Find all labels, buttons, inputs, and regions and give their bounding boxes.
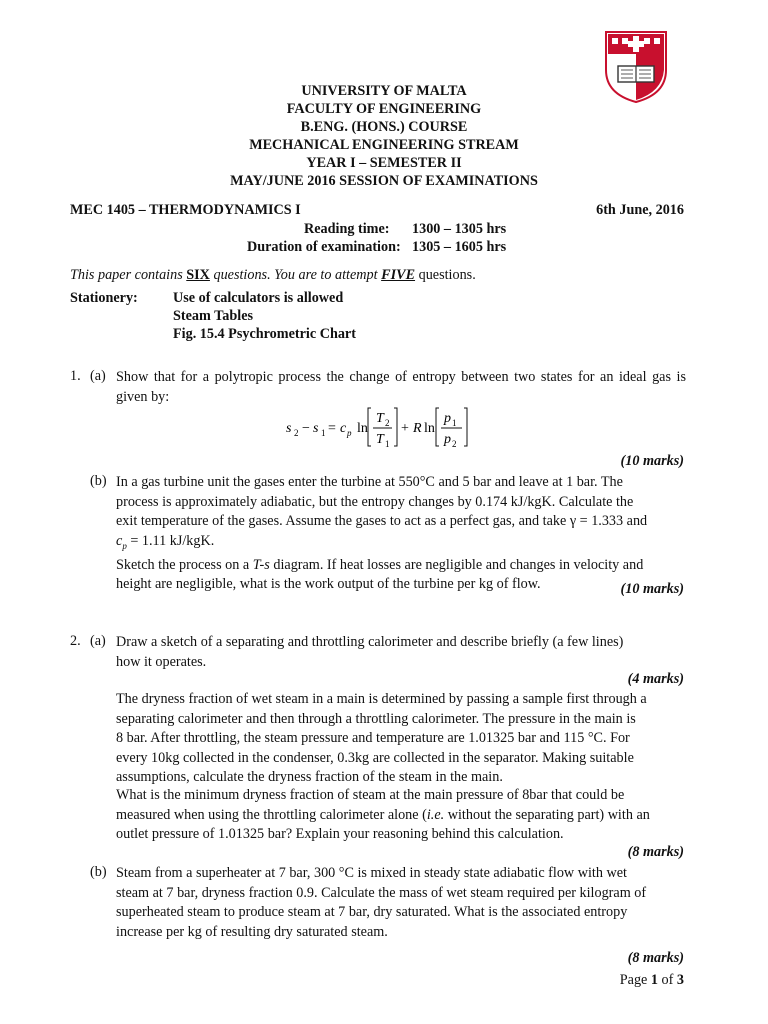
stationery-item: Steam Tables <box>173 308 254 324</box>
duration: 1305 – 1605 hrs <box>412 239 507 255</box>
svg-text:p: p <box>444 411 451 426</box>
session-name: MAY/JUNE 2016 SESSION OF EXAMINATIONS <box>230 173 538 189</box>
svg-text:1: 1 <box>385 439 390 449</box>
svg-text:2: 2 <box>294 428 299 438</box>
svg-text:p: p <box>347 428 352 438</box>
svg-text:2: 2 <box>385 418 390 428</box>
question-text: Steam from a superheater at 7 bar, 300 °C is mixed in steady state adiabatic flow with wet steam at 7 bar, dryness fraction 0.9. Calculate the mass of wet steam required per kilogram of superheated steam to produce steam at 7 bar, dry saturated. What is the associated entropy increase per kg of resulting dry saturated steam. <box>116 865 647 940</box>
stationery-item: Use of calculators is allowed <box>173 290 344 306</box>
part-label: (a) <box>90 633 106 649</box>
question-text: What is the minimum dryness fraction of steam at the main pressure of 8bar that could be measured when using the throttling calorimeter alone (i.e. without the separating part) with an outlet pressure of 1.01325 bar? Explain your reasoning behind this calculation. <box>116 787 650 842</box>
university-name: UNIVERSITY OF MALTA <box>301 83 467 99</box>
svg-text:T: T <box>376 432 384 447</box>
part-label: (b) <box>90 864 107 880</box>
question-text: The dryness fraction of wet steam in a main is determined by passing a sample first through a separating calorimeter and then through a throttling calorimeter. The pressure in the main is 8 bar. After throttling, the steam pressure and temperature are 1.01325 bar and 115 °C. For every 10kg collected in the condenser, 0.3kg are collected in the separator. Making suitable assumptions, calculate the dryness fraction of the steam in the main. <box>116 691 647 785</box>
reading-time: 1300 – 1305 hrs <box>412 221 507 237</box>
exam-date: 6th June, 2016 <box>596 202 684 218</box>
course-code: MEC 1405 – THERMODYNAMICS I <box>70 202 301 218</box>
reading-time-label: Reading time: <box>304 221 390 237</box>
svg-text:s: s <box>286 421 292 436</box>
stationery-item: Fig. 15.4 Psychrometric Chart <box>173 326 356 342</box>
stream-name: MECHANICAL ENGINEERING STREAM <box>249 137 519 153</box>
svg-text:1: 1 <box>452 418 457 428</box>
part-label: (b) <box>90 473 107 489</box>
svg-text:ln: ln <box>357 421 368 436</box>
question-number: 2. <box>70 633 81 649</box>
course-name: B.ENG. (HONS.) COURSE <box>300 119 468 135</box>
six-count: SIX <box>186 267 210 283</box>
marks: (8 marks) <box>627 844 684 860</box>
svg-text:R: R <box>413 421 422 436</box>
question-number: 1. <box>70 368 81 384</box>
svg-text:−: − <box>302 421 310 436</box>
marks: (10 marks) <box>620 581 684 597</box>
question-text: Draw a sketch of a separating and throttling calorimeter and describe briefly (a few lines) how it operates. <box>116 634 624 670</box>
faculty-name: FACULTY OF ENGINEERING <box>286 101 482 117</box>
svg-text:1: 1 <box>321 428 326 438</box>
marks: (8 marks) <box>627 950 684 966</box>
question-text: Show that for a polytropic process the change of entropy between two states for an ideal gas is given by: <box>116 369 686 405</box>
svg-text:=: = <box>328 421 336 436</box>
svg-text:p: p <box>444 432 451 447</box>
entropy-equation <box>286 404 486 450</box>
svg-text:c: c <box>340 421 347 436</box>
part-label: (a) <box>90 368 106 384</box>
page-number: Page 1 of 3 <box>619 972 684 988</box>
five-count: FIVE <box>381 267 416 283</box>
svg-text:s: s <box>313 421 319 436</box>
svg-text:T: T <box>376 411 384 426</box>
marks: (4 marks) <box>627 671 684 687</box>
svg-text:+: + <box>401 421 409 436</box>
question-text: In a gas turbine unit the gases enter the turbine at 550°C and 5 bar and leave at 1 bar. The process is approximately adiabatic, but the entropy changes by 0.174 kJ/kgK. Calculate the exit temperature of the gases. Assume the gases to act as a perfect gas, and take γ = 1.333 and $c_p = 1.11$ kJ/kgK. Sketch the process on a T-s diagram. If heat losses are negligible and changes in velocity and height are negligible, what is the work output of the turbine per kg of flow. <box>116 474 648 593</box>
year-semester: YEAR I – SEMESTER II <box>306 155 462 171</box>
instructions: This paper contains SIX questions. You are to attempt FIVE questions. <box>70 267 476 283</box>
stationery-label: Stationery: <box>70 290 138 306</box>
svg-text:2: 2 <box>452 439 457 449</box>
duration-label: Duration of examination: <box>247 239 401 255</box>
marks: (10 marks) <box>620 453 684 469</box>
svg-text:ln: ln <box>424 421 435 436</box>
